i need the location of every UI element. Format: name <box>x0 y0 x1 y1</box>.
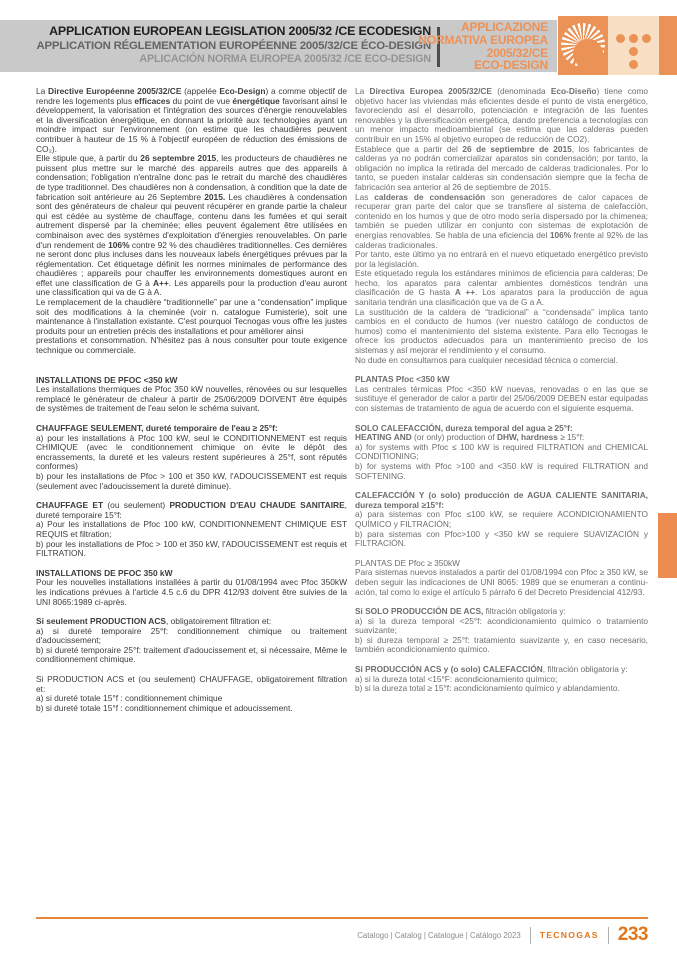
tecnogas-dot-icon <box>642 34 651 43</box>
section-heading: PLANTAS Pfoc <350 kW <box>355 374 450 385</box>
tecnogas-dot-icon <box>616 34 625 43</box>
column-french <box>36 87 347 713</box>
paragraph: a) si dureté temporaire 25°f: conditionnement chimique ou traitement d'adoucissement; <box>36 625 347 646</box>
section-heading: SOLO CALEFACCIÓN, dureza temporal del agua ≥ 25°f: <box>355 422 573 433</box>
footer-catalog-label: Catalogo | Catalog | Catalogue | Catálogo 2023 <box>357 930 521 940</box>
header-title-it-line: APPLICAZIONE <box>461 20 548 34</box>
paragraph: La Directive Européenne 2005/32/CE (appelée Eco-Design) a comme objectif de rendre les logements plus efficaces du point de vue énergétique favorisant ainsi le développement, la valorisation et l'intégration des sources d'énergie renouvelables et la diversification énergétique, en donnant la priorité aux technologies ayant un moindre impact sur l'environnement (on estime que les chaudières peuvent contribuer à hauteur de 15 % à l'objectif européen de réduction des émissions de CO₂). <box>36 86 348 154</box>
header-title-it-line: ECO-DESIGN <box>473 58 548 73</box>
paragraph: a) si la dureza temporal <25°f: acondicionamiento químico o tratamiento suavizante; <box>355 615 648 636</box>
section-heading: CALEFACCIÓN Y (o solo) producción de AGUA CALIENTE SANITARIA, dureza temporal ≥15°f: <box>355 490 648 510</box>
paragraph: La sustitución de la caldera de “tradicional” a “condensada” implica tanto cambios en el conducto de humos (ver nuestro catálogo de conductos de humos) como el mantenimiento del sistema existente. Para ello Tecnogas le ofrece los productos adecuados para un mantenimiento preciso de los sistemas y así mejorar el rendimiento y el consumo. <box>355 306 648 356</box>
logo-dots-square <box>608 16 659 75</box>
page-side-tab <box>658 513 677 578</box>
paragraph: b) pour les installations de Pfoc > 100 et 350 kW, l'ADOUCISSEMENT est requis (seulement avec l'adoucissement la dureté diminue). <box>36 470 347 491</box>
paragraph: Les installations thermiques de Pfoc 350 kW nouvelles, rénovées ou sur lesquelles remplacé le générateur de chaleur à partir de 25/06/2009 DOIVENT être équipés de systèmes de traitement de l'eau selon le schéma suivant. <box>36 384 347 414</box>
footer-divider <box>530 927 531 944</box>
paragraph: Las calderas de condensación son generadores de calor capaces de recuperar gran parte del calor que se transfiere al sistema de calefacción, contenido en los humos y que de otro modo sería dispersado por la chimenea; también se pueden utilizar en conjunto con sistemas de explotación de energías renovables. Se habla de una eficiencia del 106% frente al 92% de las calderas tradicionales. <box>355 191 649 250</box>
paragraph: Si SOLO PRODUCCIÓN DE ACS, filtración obligatoria y: <box>355 606 566 617</box>
paragraph: Para sistemas nuevos instalados a partir del 01/08/1994 con Pfoc ≥ 350 kW, se deben seguir las indicaciones de UNI 8065: 1989 que se enumeran a continu-ación, tal como lo exige el artículo 5 párrafo 6 del Decreto Presidencial 412/93. <box>355 567 648 597</box>
paragraph: b) pour les installations de Pfoc > 100 et 350 kW, l'ADOUCISSEMENT est requis et FILTRATION. <box>36 538 347 559</box>
spacer <box>36 356 347 366</box>
paragraph: Este etiquetado regula los estándares mínimos de eficiencia para calderas; De hecho, los aparatos para calentar ambientes domésticos tendrán una clasificación de G hasta A ++. Los aparatos para la producción de agua sanitaria tendrán una clasificación que va de G a A. <box>355 268 648 308</box>
paragraph: a) si dureté totale 15°f : conditionnement chimique <box>36 693 223 704</box>
paragraph: Establece que a partir del 26 de septiembre de 2015, los fabricantes de calderas ya no podrán comercializar aparatos sin condensación; por tanto, la obligación no implica la retirada del mercado de calderas tradicionales. Por lo tanto, se pueden instalar calderas sin condensación siempre que la fecha de fabricación sea anterior al 26 de septiembre de 2015. <box>355 143 648 192</box>
paragraph: prestations et consommation. N'hésitez pas à nous consulter pour toute exigence technique ou commerciale. <box>36 335 347 356</box>
header-titles <box>0 24 431 66</box>
paragraph: La Directiva Europea 2005/32/CE (denominada Eco-Diseño) tiene como objetivo hacer las viviendas más eficientes desde el punto de vista energético, favoreciendo así el desarrollo, potenciación e integración de las fuentes renovables y la diversificación energética, dando preferencia a tecnologías con un menor impacto medioambiental (se estima que las calderas pueden contribuir en un 15% al objetivo europeo de reducción de CO2). <box>355 86 648 144</box>
header-title-fr: APPLICATION RÉGLEMENTATION EUROPÉENNE 2005/32/CE ÉCO-DESIGN <box>36 40 431 52</box>
paragraph: a) pour les installations à Pfoc 100 kW, seul le CONDITIONNEMENT est requis CHIMIQUE (avec le conditionnement chimique on évite le dépôt des encrassements, la dureté et les valeurs restent supérieures à 25°f, sont réputés conformes) <box>36 432 347 472</box>
footer <box>357 924 648 946</box>
paragraph: CHAUFFAGE ET (ou seulement) PRODUCTION D'EAU CHAUDE SANITAIRE, dureté temporaire 15°f: <box>36 500 347 520</box>
paragraph: Las centrales térmicas Pfoc <350 kW nuevas, renovadas o en las que se sustituye el generador de calor a partir del 25/06/2009 DEBEN estar equipadas con sistemas de tratamiento de agua de acuerdo con el siguiente esquema. <box>355 383 648 413</box>
logo-edge-strip <box>659 16 677 75</box>
footer-page-number: 233 <box>617 924 648 945</box>
tecnogas-dot-icon <box>629 34 638 43</box>
paragraph: Pour les nouvelles installations installées à partir du 01/08/1994 avec Pfoc 350kW les indications prévues à l'article 4.5 c.6 du DPR 412/93 doivent être suivies de la UNI 8065:1989 ci-après. <box>36 577 347 607</box>
section-heading: INSTALLATIONS DE PFOC <350 kW <box>36 374 178 385</box>
header-title-it-line: 2005/32/CE <box>486 45 548 60</box>
paragraph: a) si la dureza total <15°F: acondicionamiento químico; <box>355 673 558 684</box>
paragraph: b) si dureté temporaire 25°f: traitement d'adoucissement et, si nécessaire, Même le conditionnement chimique. <box>36 644 347 665</box>
footer-divider <box>608 927 609 944</box>
paragraph: b) si la dureza total ≥ 15°f: acondicionamiento químico y ablandamiento. <box>355 683 620 694</box>
sun-core <box>573 39 603 69</box>
column-spanish <box>355 87 648 694</box>
paragraph: HEATING AND (or only) production of DHW, hardness ≥ 15°f: <box>355 432 585 443</box>
paragraph: a) for systems with Pfoc ≤ 100 kW is required FILTRATION and CHEMICAL CONDITIONING; <box>355 441 648 462</box>
paragraph: Si seulement PRODUCTION ACS, obligatoirement filtration et: <box>36 616 272 627</box>
header-title-es: APLICACIÓN NORMA EUROPEA 2005/32 /CE ECO-DESIGN <box>139 53 431 65</box>
paragraph: Le remplacement de la chaudière “traditionnelle” par une a “condensation” implique soit des modifications à la cheminée (voir n. catalogue Fumisterie), soit une maintenance à l'installation existante. C'est pourquoi Tecnogas vous offre les justes produits pour un entretien précis des installations et pour améliorer ainsi <box>36 297 347 336</box>
paragraph: Si PRODUCTION ACS et (ou seulement) CHAUFFAGE, obligatoirement filtration et: <box>36 674 347 694</box>
header-title-en: APPLICATION EUROPEAN LEGISLATION 2005/32 /CE ECODESIGN <box>49 24 431 38</box>
paragraph: b) for systems with Pfoc >100 and <350 kW is required FILTRATION and SOFTENING. <box>355 460 648 481</box>
paragraph: No dude en consultarnos para cualquier necesidad técnica o comercial. <box>355 354 618 365</box>
paragraph: a) Pour les installations de Pfoc 100 kW, CONDITIONNEMENT CHIMIQUE EST REQUIS et filtration; <box>36 519 347 539</box>
paragraph: a) para sistemas con Pfoc ≤100 kW, se requiere ACONDICIONAMIENTO QUÍMICO y FILTRACIÓN; <box>355 509 648 529</box>
paragraph: b) para sistemas con Pfoc>100 y <350 kW se requiere SUAVIZACIÓN y FILTRACIÓN. <box>355 528 648 549</box>
section-heading: CHAUFFAGE SEULEMENT, dureté temporaire de l'eau ≥ 25°f: <box>36 423 278 433</box>
tecnogas-dot-icon <box>629 60 638 69</box>
paragraph: Elle stipule que, à partir du 26 septembre 2015, les producteurs de chaudières ne puissent plus mettre sur le marché des appareils autres que des appareils à condensation; l'obligation n'entraîne donc pas le retrait du marché des chaudières de type traditionnel. Des chaudières non à condensation, à condition que la date de fabrication soit antérieure au 26 Septembre 2015. Les chaudières à condensation sont des générateurs de chaleur qui peuvent récupérer en grande partie la chaleur qui est cédée au système de chauffage, contenu dans les fumées et qui serait autrement dispersé par la cheminée; elles peuvent également être utilisées en combinaison avec des systèmes d'exploitation d'énergies renouvelables. On parle d'un rendement de 106% contre 92 % des chaudières traditionnelles. Ces dernières ne seront donc plus incluses dans les nouveaux labels énergétiques prévues par la réglementation. Cet étiquetage définit les normes minimales de performance des chaudières ; appareils pour chauffer les environnements domestiques auront en effet une classification de G à A++. Les appareils pour la production d'eau auront une classification qui va de G à A. <box>36 153 347 298</box>
paragraph: Si PRODUCCIÓN ACS y (o solo) CALEFACCIÓN, filtración obligatoria y: <box>355 664 628 675</box>
section-heading: INSTALLATIONS DE PFOC 350 kW <box>36 567 173 578</box>
paragraph: Por tanto, este último ya no entrará en el nuevo etiquetado energético previsto por la legislación. <box>355 249 648 269</box>
paragraph: b) si dureté totale 15°f : conditionnement chimique et adoucissement. <box>36 702 293 713</box>
footer-rule <box>36 917 648 919</box>
header-title-it <box>396 21 548 72</box>
paragraph: b) si dureza temporal ≥ 25°f: tratamiento suavizante y, en caso necesario, también acondicionamiento químico. <box>355 634 648 655</box>
sun-icon <box>561 23 605 67</box>
paragraph: PLANTAS DE Pfoc ≥ 350kW <box>355 557 460 568</box>
logo-sun-square <box>558 16 608 75</box>
footer-brand: TECNOGAS <box>539 930 599 940</box>
header-title-it-line: NORMATIVA EUROPEA <box>418 32 548 47</box>
tecnogas-dot-icon <box>629 47 638 56</box>
